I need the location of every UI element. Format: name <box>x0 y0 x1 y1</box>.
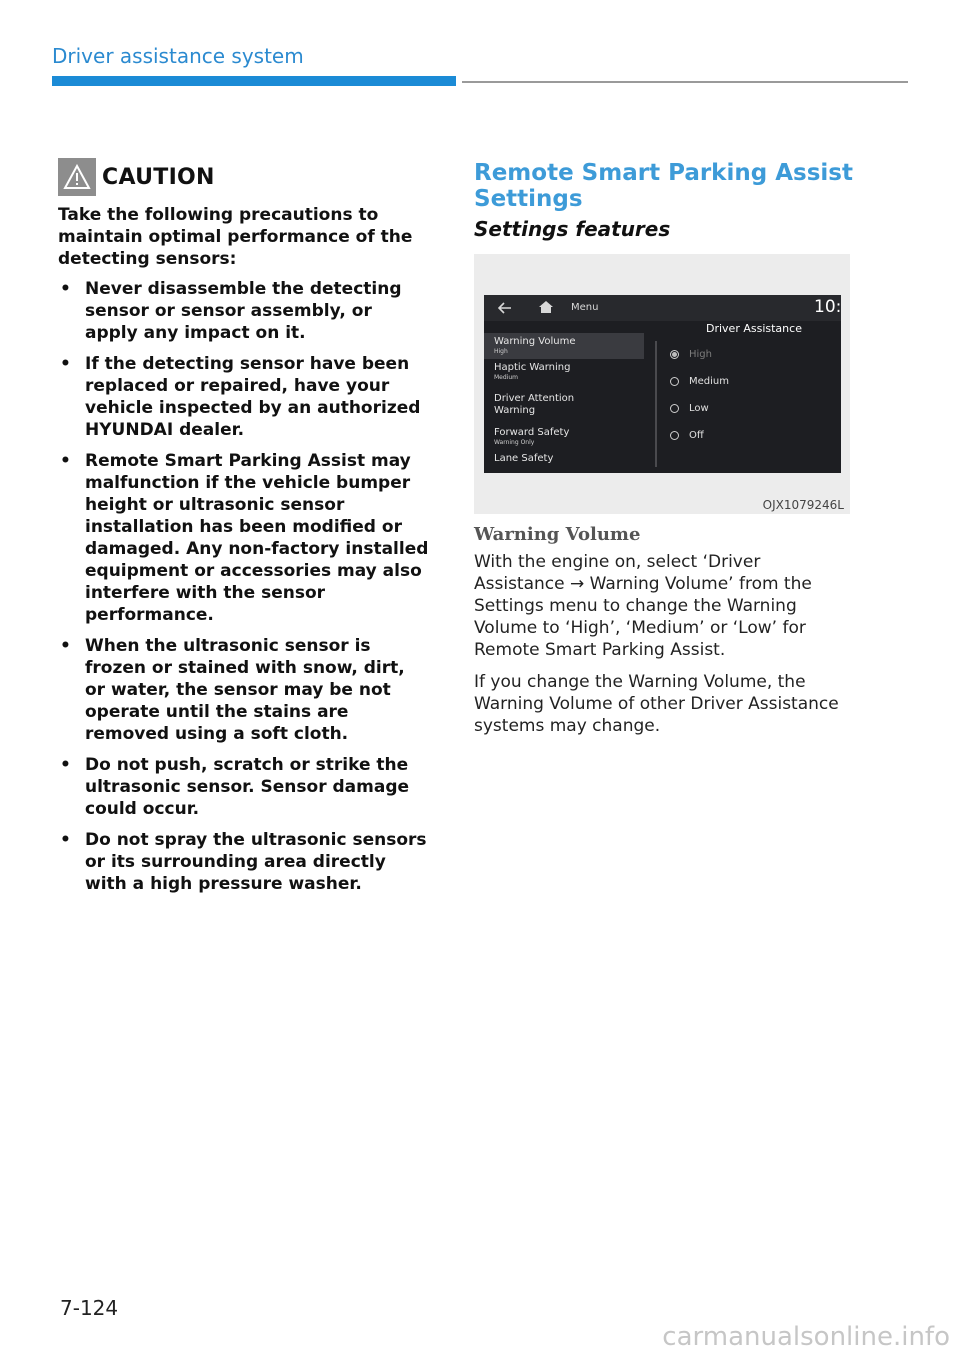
panel-divider <box>655 341 657 467</box>
list-item-value: Medium <box>494 374 518 381</box>
list-item-label: Lane Safety <box>494 453 554 464</box>
warning-volume-paragraph: With the engine on, select ‘Driver Assistance → Warning Volume’ from the Settings menu to change the Warning Volume to ‘High’, ‘Medium’ or ‘Low’ for Remote Smart Parking Assist. <box>474 552 812 660</box>
caution-item: • Remote Smart Parking Assist may malfunction if the vehicle bumper height or ultrasonic sensor installation has been modified or damaged. Any non-factory installed equipment or accessories may also interfere with the sensor performance. <box>58 450 430 626</box>
option-label: Low <box>689 403 709 414</box>
caution-item: • When the ultrasonic sensor is frozen or stained with snow, dirt, or water, the sensor may be not operate until the stains are removed using a soft cloth. <box>58 635 430 745</box>
screen-topbar <box>484 295 841 321</box>
radio-icon <box>670 404 679 413</box>
list-item-haptic-warning <box>484 359 644 385</box>
option-label: Medium <box>689 376 729 387</box>
warning-triangle-icon <box>58 158 96 196</box>
caution-box <box>58 158 430 904</box>
list-item-lane-safety <box>484 450 644 468</box>
header-title: Driver assistance system <box>52 44 304 68</box>
option-low <box>670 395 729 422</box>
panel-title: Driver Assistance <box>706 322 802 335</box>
list-item-label: Haptic Warning <box>494 362 571 373</box>
clock-readout: 10: <box>814 297 841 317</box>
caution-item: • Do not push, scratch or strike the ultrasonic sensor. Sensor damage could occur. <box>58 754 430 820</box>
list-item-forward-safety <box>484 420 644 450</box>
settings-section <box>474 160 854 747</box>
warning-volume-note: If you change the Warning Volume, the Warning Volume of other Driver Assistance systems may change. <box>474 672 839 736</box>
watermark: carmanualsonline.info <box>662 1322 950 1352</box>
home-icon <box>538 300 554 314</box>
caution-intro: Take the following precautions to maintain optimal performance of the detecting sensors: <box>58 205 413 269</box>
caution-item: • If the detecting sensor have been replaced or repaired, have your vehicle inspected by an authorized HYUNDAI dealer. <box>58 353 430 441</box>
option-label: High <box>689 349 712 360</box>
list-item-label: Driver Attention Warning <box>494 393 575 416</box>
radio-icon <box>670 377 679 386</box>
caution-item: • Do not spray the ultrasonic sensors or its surrounding area directly with a high pressure washer. <box>58 829 430 895</box>
page-number: 7-124 <box>60 1296 119 1320</box>
infotainment-screen <box>484 295 841 473</box>
back-arrow-icon <box>498 302 512 314</box>
option-high <box>670 341 729 368</box>
list-item-warning-volume <box>484 333 644 359</box>
option-medium <box>670 368 729 395</box>
caution-label: CAUTION <box>102 164 215 190</box>
header-bar-rule <box>462 81 908 83</box>
volume-options <box>670 341 729 449</box>
radio-selected-icon <box>670 350 679 359</box>
header-bar-accent <box>52 76 456 86</box>
list-item-driver-attention <box>484 385 644 420</box>
warning-volume-heading: Warning Volume <box>474 524 641 545</box>
list-item-label: Forward Safety <box>494 427 570 438</box>
figure-code: OJX1079246L <box>762 498 844 512</box>
option-label: Off <box>689 430 704 441</box>
radio-icon <box>670 431 679 440</box>
section-title: Remote Smart Parking Assist Settings <box>474 160 853 212</box>
list-item-label: Warning Volume <box>494 336 576 347</box>
caution-list <box>58 278 430 895</box>
section-subtitle: Settings features <box>474 217 671 241</box>
caution-header <box>58 158 430 196</box>
list-item-value: Warning Only <box>494 439 535 446</box>
caution-item: • Never disassemble the detecting sensor or sensor assembly, or apply any impact on it. <box>58 278 430 344</box>
settings-screen-figure <box>474 254 850 514</box>
settings-list <box>484 333 644 473</box>
menu-label: Menu <box>571 302 599 313</box>
option-off <box>670 422 729 449</box>
list-item-value: High <box>494 348 508 355</box>
